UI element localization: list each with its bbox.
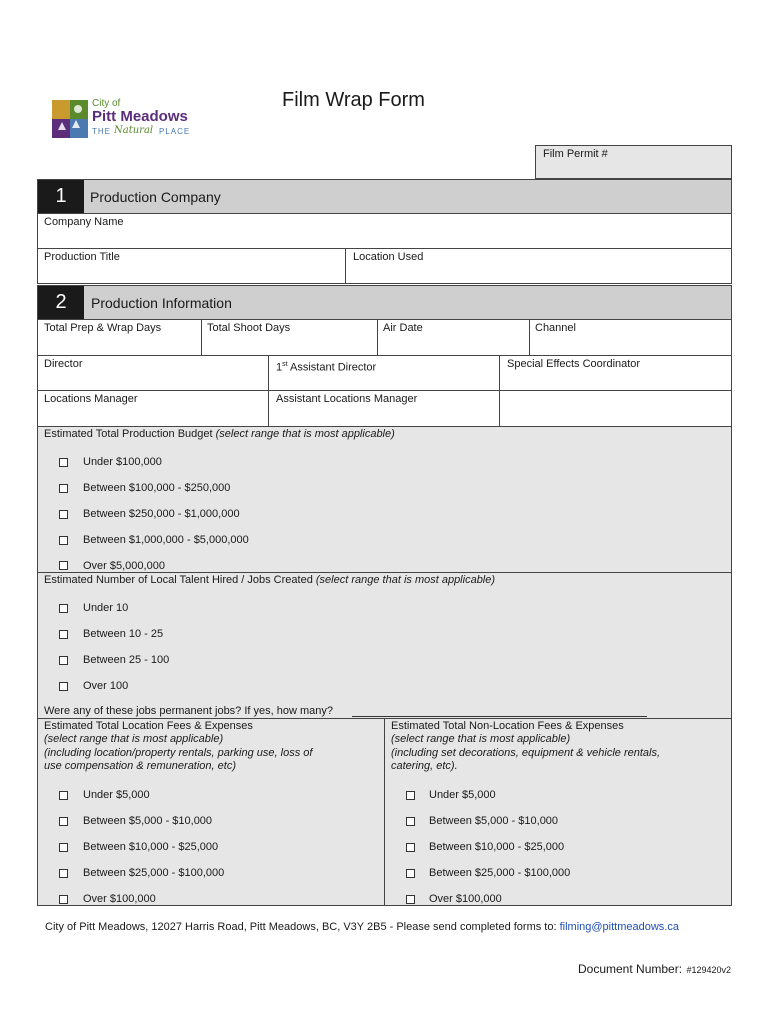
talent-checkbox[interactable] bbox=[59, 656, 68, 665]
section-2-number: 2 bbox=[38, 286, 84, 319]
section-1-header bbox=[37, 179, 732, 214]
logo-tag-the: THE bbox=[92, 127, 111, 136]
budget-option: Between $1,000,000 - $5,000,000 bbox=[83, 534, 249, 546]
non-location-fees-option: Between $25,000 - $100,000 bbox=[429, 867, 571, 879]
talent-label: Estimated Number of Local Talent Hired / Jobs Created (select range that is most applicable) bbox=[44, 574, 496, 586]
location-fees-checkbox[interactable] bbox=[59, 817, 68, 826]
budget-option: Between $100,000 - $250,000 bbox=[83, 482, 231, 494]
talent-option: Between 10 - 25 bbox=[83, 628, 164, 640]
director-field[interactable] bbox=[37, 355, 269, 391]
logo-tag-natural: Natural bbox=[114, 125, 154, 136]
talent-section bbox=[37, 572, 732, 719]
non-location-fees-checkbox[interactable] bbox=[406, 869, 415, 878]
location-fees-option: Under $5,000 bbox=[83, 789, 150, 801]
logo-tag-place: PLACE bbox=[159, 127, 191, 136]
location-fees-option: Over $100,000 bbox=[83, 893, 156, 905]
location-fees-checkbox[interactable] bbox=[59, 791, 68, 800]
non-location-fees-hint: (select range that is most applicable) bbox=[391, 733, 571, 745]
production-title-label: Production Title bbox=[44, 251, 120, 263]
page-title: Film Wrap Form bbox=[282, 89, 425, 111]
non-location-fees-option: Over $100,000 bbox=[429, 893, 502, 905]
non-location-fees-checkbox[interactable] bbox=[406, 817, 415, 826]
location-fees-checkbox[interactable] bbox=[59, 843, 68, 852]
prep-wrap-days-label: Total Prep & Wrap Days bbox=[44, 322, 162, 334]
section-2-title: Production Information bbox=[91, 295, 232, 311]
budget-checkbox[interactable] bbox=[59, 484, 68, 493]
location-fees-hint: (select range that is most applicable) bbox=[44, 733, 224, 745]
location-fees-hint: (including location/property rentals, parking use, loss of bbox=[44, 747, 313, 759]
non-location-fees-checkbox[interactable] bbox=[406, 843, 415, 852]
document-number-value: #129420v2 bbox=[686, 965, 732, 975]
budget-checkbox[interactable] bbox=[59, 536, 68, 545]
footer-address bbox=[45, 920, 679, 934]
non-location-fees-label: Estimated Total Non-Location Fees & Expenses bbox=[391, 720, 624, 732]
non-location-fees-option: Under $5,000 bbox=[429, 789, 496, 801]
budget-option: Between $250,000 - $1,000,000 bbox=[83, 508, 240, 520]
document-number bbox=[578, 960, 731, 978]
locations-manager-field[interactable] bbox=[37, 390, 269, 427]
film-permit-field[interactable] bbox=[535, 145, 732, 179]
shoot-days-field[interactable] bbox=[201, 319, 378, 356]
budget-section bbox=[37, 426, 732, 573]
permanent-jobs-line[interactable] bbox=[352, 716, 647, 717]
location-fees-hint: use compensation & remuneration, etc) bbox=[44, 760, 236, 772]
talent-checkbox[interactable] bbox=[59, 682, 68, 691]
assistant-locations-manager-field[interactable] bbox=[268, 390, 500, 427]
talent-option: Between 25 - 100 bbox=[83, 654, 170, 666]
company-name-label: Company Name bbox=[44, 216, 124, 228]
location-fees-option: Between $25,000 - $100,000 bbox=[83, 867, 225, 879]
air-date-label: Air Date bbox=[383, 322, 423, 334]
assistant-locations-manager-label: Assistant Locations Manager bbox=[276, 393, 418, 405]
non-location-fees-checkbox[interactable] bbox=[406, 895, 415, 904]
location-fees-option: Between $10,000 - $25,000 bbox=[83, 841, 219, 853]
company-name-field[interactable] bbox=[37, 213, 732, 249]
non-location-fees-hint: (including set decorations, equipment & vehicle rentals, bbox=[391, 747, 661, 759]
budget-option: Over $5,000,000 bbox=[83, 560, 165, 572]
prep-wrap-days-field[interactable] bbox=[37, 319, 202, 356]
sfx-coordinator-field[interactable] bbox=[499, 355, 732, 391]
location-fees-checkbox[interactable] bbox=[59, 895, 68, 904]
non-location-fees-checkbox[interactable] bbox=[406, 791, 415, 800]
document-number-label: Document Number: bbox=[578, 962, 683, 976]
channel-label: Channel bbox=[535, 322, 576, 334]
logo-line2: Pitt Meadows bbox=[92, 108, 188, 125]
location-used-label: Location Used bbox=[353, 251, 424, 263]
budget-checkbox[interactable] bbox=[59, 510, 68, 519]
talent-option: Under 10 bbox=[83, 602, 129, 614]
location-fees-label: Estimated Total Location Fees & Expenses bbox=[44, 720, 253, 732]
air-date-field[interactable] bbox=[377, 319, 530, 356]
budget-label: Estimated Total Production Budget (select range that is most applicable) bbox=[44, 428, 395, 440]
first-ad-label: 1st Assistant Director bbox=[276, 361, 377, 374]
logo-line1: City of bbox=[92, 98, 121, 109]
budget-checkbox[interactable] bbox=[59, 458, 68, 467]
production-title-field[interactable] bbox=[37, 248, 346, 284]
talent-option: Over 100 bbox=[83, 680, 129, 692]
shoot-days-label: Total Shoot Days bbox=[207, 322, 291, 334]
footer-address-text: City of Pitt Meadows, 12027 Harris Road, Pitt Meadows, BC, V3Y 2B5 - Please send completed forms to: bbox=[45, 921, 560, 933]
location-used-field[interactable] bbox=[345, 248, 732, 284]
logo-mark-icon bbox=[52, 100, 88, 138]
first-ad-field[interactable] bbox=[268, 355, 500, 391]
city-logo bbox=[52, 98, 202, 140]
talent-checkbox[interactable] bbox=[59, 604, 68, 613]
talent-checkbox[interactable] bbox=[59, 630, 68, 639]
section-1-title: Production Company bbox=[90, 189, 221, 205]
location-fees-checkbox[interactable] bbox=[59, 869, 68, 878]
permanent-jobs-question: Were any of these jobs permanent jobs? If yes, how many? bbox=[44, 705, 334, 717]
budget-checkbox[interactable] bbox=[59, 561, 68, 570]
budget-option: Under $100,000 bbox=[83, 456, 162, 468]
section-2-header bbox=[37, 285, 732, 320]
non-location-fees-hint: catering, etc). bbox=[391, 760, 458, 772]
non-location-fees-option: Between $10,000 - $25,000 bbox=[429, 841, 565, 853]
location-fees-option: Between $5,000 - $10,000 bbox=[83, 815, 213, 827]
director-label: Director bbox=[44, 358, 83, 370]
locations-manager-label: Locations Manager bbox=[44, 393, 138, 405]
channel-field[interactable] bbox=[529, 319, 732, 356]
empty-field[interactable] bbox=[499, 390, 732, 427]
section-1-number: 1 bbox=[38, 180, 84, 213]
sfx-coordinator-label: Special Effects Coordinator bbox=[507, 358, 641, 370]
footer-email-link[interactable]: filming@pittmeadows.ca bbox=[559, 921, 679, 933]
non-location-fees-option: Between $5,000 - $10,000 bbox=[429, 815, 559, 827]
film-permit-label: Film Permit # bbox=[543, 148, 608, 160]
